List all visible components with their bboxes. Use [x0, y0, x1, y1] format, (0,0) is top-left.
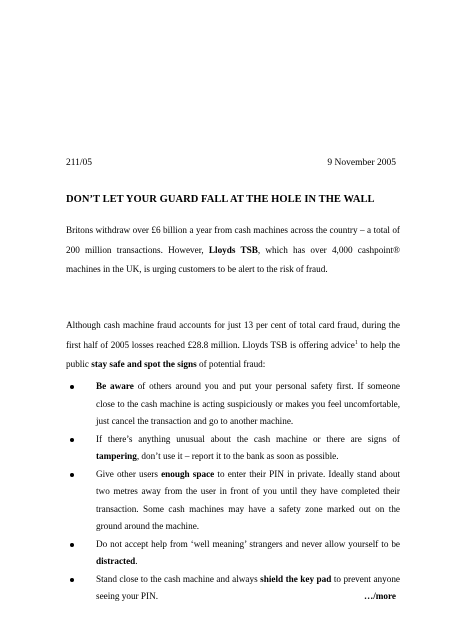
reference-number: 211/05: [66, 158, 93, 168]
continued-marker: …/more: [364, 591, 396, 601]
paragraph-fraud-text-1: Although cash machine fraud accounts for just 13 per cent of total card fraud, during the first half of 2005 losses reached £28.8 million. Lloyds TSB is offering advice: [66, 320, 400, 350]
list-item-text-pre: Stand close to the cash machine and always: [96, 573, 261, 584]
paragraph-intro-text-1: Britons withdraw over £6 billion a year from cash machines across the country – a total of 200 million transactions. However,: [66, 225, 400, 255]
list-item-bold: shield the key pad: [260, 573, 332, 584]
list-item-bold: Be aware: [96, 381, 134, 391]
release-date: 9 November 2005: [327, 158, 396, 168]
list-item-text-pre: If there’s anything unusual about the cash machine or there are signs of: [96, 433, 400, 444]
advice-list: [66, 378, 400, 606]
list-item-bold: tampering: [96, 451, 137, 461]
paragraph-intro-text-2: , which has over 4,000 cashpoint® machines in the UK, is urging customers to be alert to the risk of fraud.: [66, 244, 400, 274]
list-item: [66, 466, 400, 536]
headline: DON’T LET YOUR GUARD FALL AT THE HOLE IN THE WALL: [66, 194, 375, 205]
list-item-text: .: [135, 556, 138, 566]
list-item-text: to enter their PIN in private. Ideally stand about two metres away from the user in front of you until they have completed their transaction. Some cash machines may have a safety zone marked out on the ground around the machine.: [96, 468, 400, 531]
list-item-text: to prevent anyone seeing your PIN.: [96, 573, 400, 601]
paragraph-intro-bold: Lloyds TSB: [208, 244, 258, 255]
bullet-icon: [70, 438, 74, 442]
paragraph-fraud-text-3: of potential fraud:: [196, 359, 266, 369]
bullet-icon: [70, 473, 74, 477]
list-item-bold: distracted: [96, 556, 136, 566]
list-item-text: of others around you and put your personal safety first. If someone close to the cash machine is acting suspiciously or makes you feel uncomfortable, just cancel the transaction and go to another machine.: [96, 381, 400, 426]
list-item: [66, 431, 400, 466]
list-item-text-pre: Do not accept help from ‘well meaning’ strangers and never allow yourself to be: [96, 538, 400, 549]
paragraph-intro: [66, 221, 400, 280]
list-item: [66, 536, 400, 571]
list-item: [66, 571, 400, 606]
list-item-bold: enough space: [161, 468, 215, 479]
paragraph-fraud-bold: stay safe and spot the signs: [91, 359, 197, 369]
paragraph-fraud-text-2: to help the public: [66, 339, 400, 369]
footnote-marker: 1: [354, 339, 358, 346]
bullet-icon: [70, 385, 74, 389]
list-item-text-pre: Give other users: [96, 468, 162, 479]
bullet-icon: [70, 578, 74, 582]
paragraph-fraud-stats: [66, 316, 400, 375]
list-item: [66, 378, 400, 431]
bullet-icon: [70, 543, 74, 547]
list-item-text: , don’t use it – report it to the bank as soon as possible.: [136, 451, 339, 461]
